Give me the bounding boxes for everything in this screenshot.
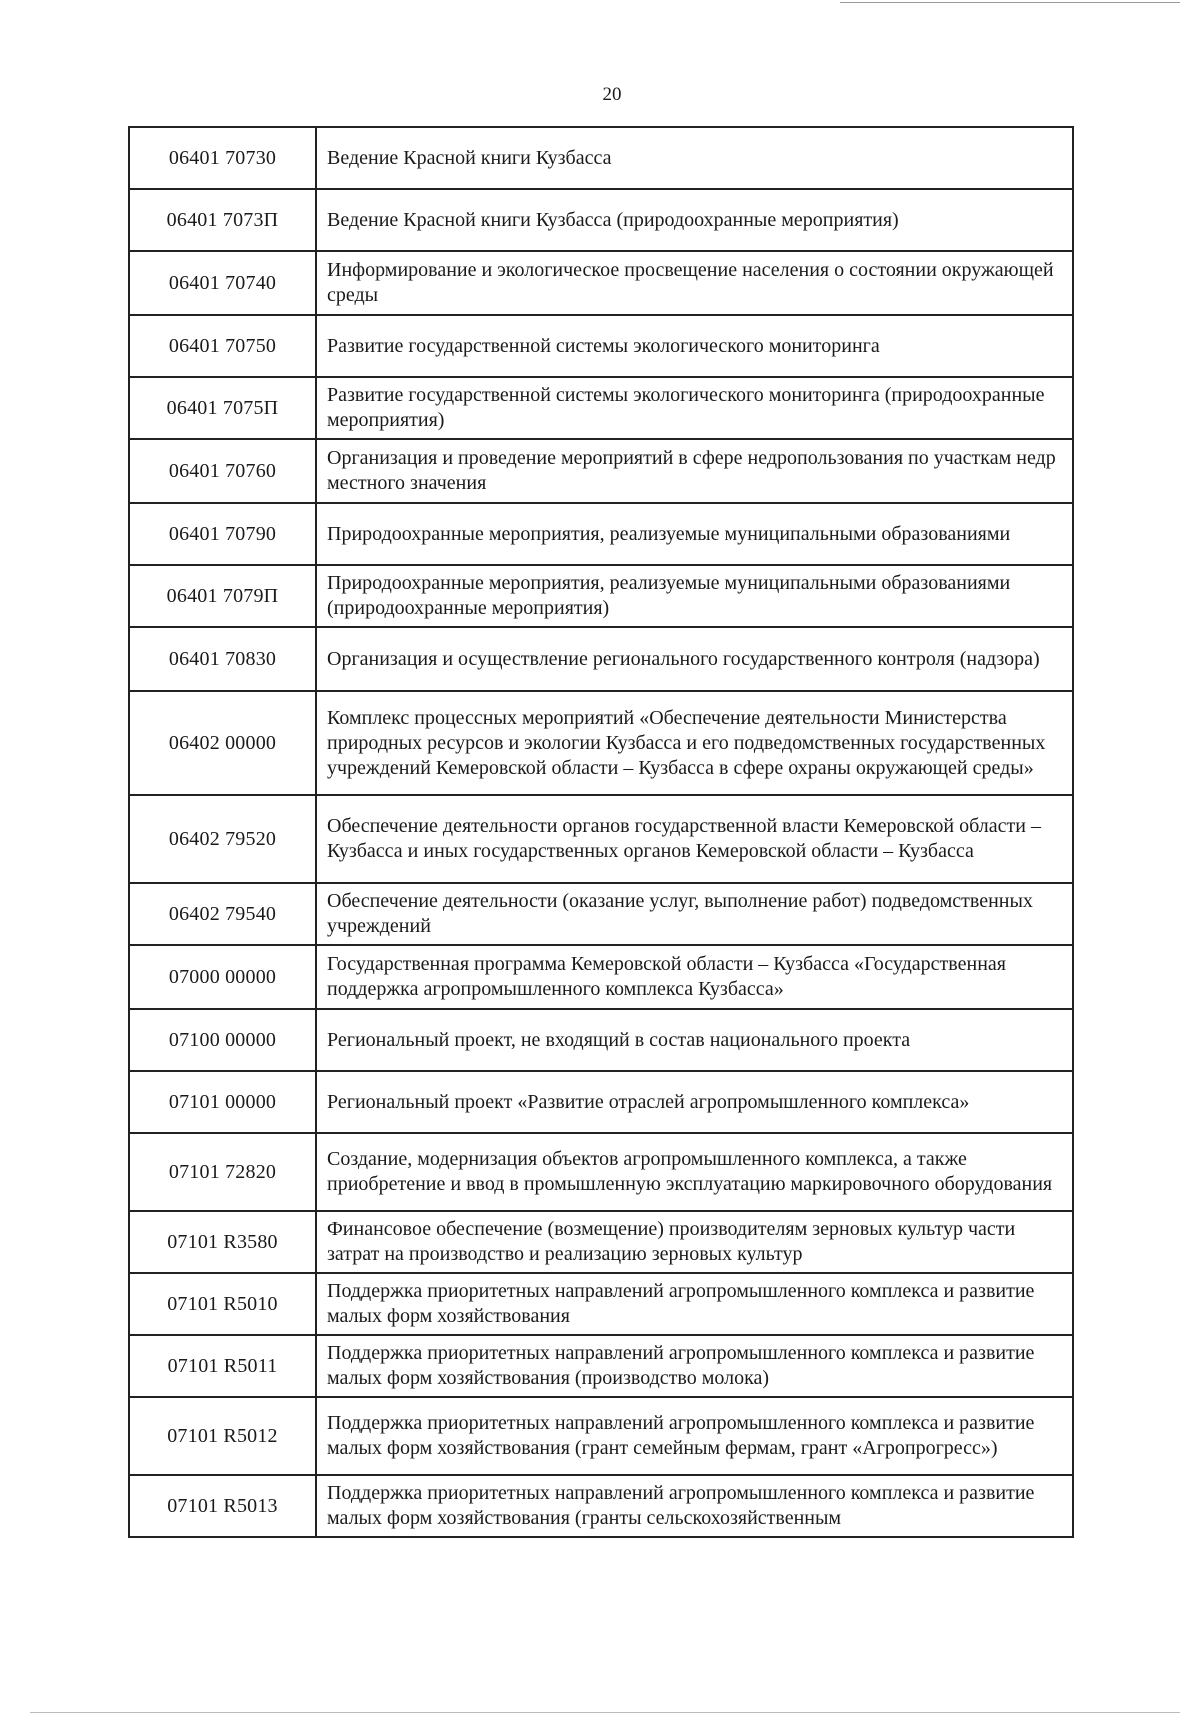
row-code: 06401 70790 bbox=[129, 503, 316, 565]
row-description: Обеспечение деятельности органов государственной власти Кемеровской области – Кузбасса и иных государственных органов Кемеровской области – Кузбасса bbox=[316, 795, 1073, 883]
row-description: Развитие государственной системы экологического мониторинга bbox=[316, 315, 1073, 377]
row-code: 07101 00000 bbox=[129, 1071, 316, 1133]
row-description: Комплекс процессных мероприятий «Обеспечение деятельности Министерства природных ресурсов и экологии Кузбасса и его подведомственных государственных учреждений Кемеровской области – Кузбасса в сфере охраны окружающей среды» bbox=[316, 691, 1073, 795]
table-row bbox=[129, 1009, 1073, 1071]
table-body bbox=[129, 127, 1073, 1537]
row-description: Природоохранные мероприятия, реализуемые муниципальными образованиями bbox=[316, 503, 1073, 565]
table-row bbox=[129, 189, 1073, 251]
row-description: Региональный проект, не входящий в состав национального проекта bbox=[316, 1009, 1073, 1071]
row-code: 06401 7073П bbox=[129, 189, 316, 251]
row-code: 06402 00000 bbox=[129, 691, 316, 795]
row-code: 07101 R3580 bbox=[129, 1211, 316, 1273]
table-row bbox=[129, 1273, 1073, 1335]
page-number: 20 bbox=[602, 84, 622, 105]
table-row bbox=[129, 691, 1073, 795]
row-code: 06402 79540 bbox=[129, 883, 316, 945]
row-description: Поддержка приоритетных направлений агропромышленного комплекса и развитие малых форм хозяйствования (производство молока) bbox=[316, 1335, 1073, 1397]
table-row bbox=[129, 1475, 1073, 1537]
table-row bbox=[129, 1133, 1073, 1211]
table-row bbox=[129, 1211, 1073, 1273]
row-code: 07101 72820 bbox=[129, 1133, 316, 1211]
row-code: 06401 7079П bbox=[129, 565, 316, 627]
budget-code-table bbox=[128, 126, 1074, 1538]
table-row bbox=[129, 1071, 1073, 1133]
row-description: Природоохранные мероприятия, реализуемые муниципальными образованиями (природоохранные мероприятия) bbox=[316, 565, 1073, 627]
row-description: Организация и осуществление регионального государственного контроля (надзора) bbox=[316, 627, 1073, 691]
row-code: 07101 R5013 bbox=[129, 1475, 316, 1537]
table-row bbox=[129, 377, 1073, 439]
row-description: Информирование и экологическое просвещение населения о состоянии окружающей среды bbox=[316, 251, 1073, 315]
table-row bbox=[129, 251, 1073, 315]
row-description: Обеспечение деятельности (оказание услуг, выполнение работ) подведомственных учреждений bbox=[316, 883, 1073, 945]
row-description: Поддержка приоритетных направлений агропромышленного комплекса и развитие малых форм хозяйствования (гранты сельскохозяйственным bbox=[316, 1475, 1073, 1537]
table-row bbox=[129, 565, 1073, 627]
table-row bbox=[129, 1335, 1073, 1397]
row-description: Поддержка приоритетных направлений агропромышленного комплекса и развитие малых форм хозяйствования (грант семейным фермам, грант «Агропрогресс») bbox=[316, 1397, 1073, 1475]
row-description: Ведение Красной книги Кузбасса bbox=[316, 127, 1073, 189]
row-code: 06401 70760 bbox=[129, 439, 316, 503]
row-description: Развитие государственной системы экологического мониторинга (природоохранные мероприятия) bbox=[316, 377, 1073, 439]
row-code: 06401 70740 bbox=[129, 251, 316, 315]
row-description: Государственная программа Кемеровской области – Кузбасса «Государственная поддержка агропромышленного комплекса Кузбасса» bbox=[316, 945, 1073, 1009]
row-code: 07101 R5011 bbox=[129, 1335, 316, 1397]
table-row bbox=[129, 795, 1073, 883]
table-row bbox=[129, 127, 1073, 189]
row-code: 07101 R5010 bbox=[129, 1273, 316, 1335]
row-description: Поддержка приоритетных направлений агропромышленного комплекса и развитие малых форм хозяйствования bbox=[316, 1273, 1073, 1335]
row-code: 07101 R5012 bbox=[129, 1397, 316, 1475]
row-description: Организация и проведение мероприятий в сфере недропользования по участкам недр местного значения bbox=[316, 439, 1073, 503]
row-code: 07000 00000 bbox=[129, 945, 316, 1009]
scan-edge-bottom bbox=[30, 1712, 1180, 1713]
row-code: 06401 70730 bbox=[129, 127, 316, 189]
table-row bbox=[129, 883, 1073, 945]
row-description: Ведение Красной книги Кузбасса (природоохранные мероприятия) bbox=[316, 189, 1073, 251]
row-code: 06402 79520 bbox=[129, 795, 316, 883]
row-code: 06401 7075П bbox=[129, 377, 316, 439]
row-description: Финансовое обеспечение (возмещение) производителям зерновых культур части затрат на производство и реализацию зерновых культур bbox=[316, 1211, 1073, 1273]
table-row bbox=[129, 945, 1073, 1009]
table-row bbox=[129, 439, 1073, 503]
table-row bbox=[129, 315, 1073, 377]
row-code: 06401 70830 bbox=[129, 627, 316, 691]
scan-edge-top bbox=[840, 2, 1180, 3]
row-code: 07100 00000 bbox=[129, 1009, 316, 1071]
row-description: Региональный проект «Развитие отраслей агропромышленного комплекса» bbox=[316, 1071, 1073, 1133]
table-row bbox=[129, 503, 1073, 565]
table-row bbox=[129, 627, 1073, 691]
row-description: Создание, модернизация объектов агропромышленного комплекса, а также приобретение и ввод в промышленную эксплуатацию маркировочного оборудования bbox=[316, 1133, 1073, 1211]
row-code: 06401 70750 bbox=[129, 315, 316, 377]
table-row bbox=[129, 1397, 1073, 1475]
